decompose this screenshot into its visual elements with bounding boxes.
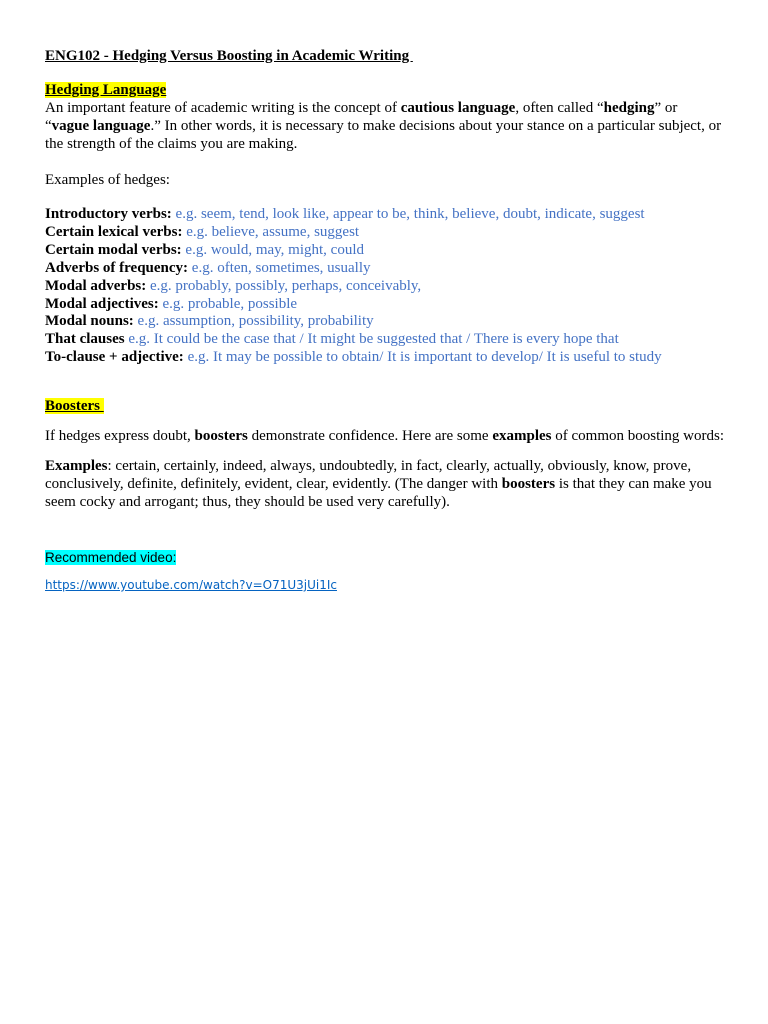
hedging-intro-paragraph xyxy=(45,99,725,153)
boosters-examples-text-2: is that they can make you seem cocky and arrogant; thus, they should be used very carefully). xyxy=(45,476,712,511)
hedge-item xyxy=(45,349,725,367)
intro-text-4: .” In other words, it is necessary to make decisions about your stance on a particular subject, or the strength of the claims you are making. xyxy=(45,118,722,152)
hedge-item xyxy=(45,242,725,260)
hedge-examples: e.g. would, may, might, could xyxy=(185,241,364,258)
intro-text-3: ” or “ xyxy=(45,100,678,134)
hedge-term: Introductory verbs: xyxy=(45,206,172,222)
hedging-heading xyxy=(45,81,725,99)
hedge-examples: e.g. It may be possible to obtain/ It is important to develop/ It is useful to study xyxy=(187,349,662,366)
boosters-examples-bold-label: Examples xyxy=(45,458,108,475)
hedge-term: Modal nouns: xyxy=(45,313,134,330)
hedge-examples: e.g. often, sometimes, usually xyxy=(191,259,371,276)
recommended-video-label xyxy=(45,549,725,567)
hedge-list xyxy=(45,206,725,367)
hedge-item xyxy=(45,296,725,314)
boosters-examples-paragraph xyxy=(45,457,725,511)
boosters-heading-text: Boosters xyxy=(45,398,104,415)
document-page xyxy=(45,45,725,594)
hedge-term: Modal adjectives: xyxy=(45,295,159,312)
intro-text-1: An important feature of academic writing is the concept of xyxy=(45,100,401,116)
recommended-video-text: Recommended video: xyxy=(45,550,177,566)
document-title: ENG102 - Hedging Versus Boosting in Academic Writing xyxy=(45,48,413,64)
intro-bold-hedging: hedging xyxy=(603,100,655,116)
hedge-examples: e.g. probably, possibly, perhaps, conceivably, xyxy=(150,277,422,294)
boosters-intro-bold-examples: examples xyxy=(492,428,552,445)
boosters-intro-text-3: of common boosting words: xyxy=(551,428,725,445)
video-link[interactable]: https://www.youtube.com/watch?v=O71U3jUi1Ic xyxy=(45,578,337,593)
intro-bold-vague-language: vague language xyxy=(51,118,151,134)
hedge-item xyxy=(45,260,725,278)
hedge-term: Modal adverbs: xyxy=(45,277,147,294)
intro-text-2: , often called “ xyxy=(515,100,604,116)
hedge-examples: e.g. probable, possible xyxy=(162,295,298,312)
hedge-item xyxy=(45,224,725,242)
intro-bold-cautious-language: cautious language xyxy=(400,100,516,116)
hedge-examples: e.g. assumption, possibility, probability xyxy=(137,313,374,330)
boosters-intro-paragraph xyxy=(45,427,725,445)
boosters-intro-text-1: If hedges express doubt, xyxy=(45,428,195,445)
hedge-item xyxy=(45,313,725,331)
boosters-intro-text-2: demonstrate confidence. Here are some xyxy=(247,428,493,445)
hedge-term: Certain lexical verbs: xyxy=(45,223,183,240)
examples-of-hedges-label: Examples of hedges: xyxy=(45,172,170,188)
boosters-heading xyxy=(45,397,725,415)
hedge-term: Adverbs of frequency: xyxy=(45,259,189,276)
hedge-term: Certain modal verbs: xyxy=(45,241,182,258)
hedge-examples: e.g. seem, tend, look like, appear to be, think, believe, doubt, indicate, suggest xyxy=(175,206,645,222)
boosters-examples-text-1: : certain, certainly, indeed, always, undoubtedly, in fact, clearly, actually, obviously, know, prove, conclusively, definite, definitely, evident, clear, evidently. (The danger with xyxy=(45,458,692,493)
hedge-item xyxy=(45,206,725,224)
hedge-examples: e.g. It could be the case that / It might be suggested that / There is every hope that xyxy=(128,331,619,348)
hedging-heading-text: Hedging Language xyxy=(45,82,167,98)
hedge-item xyxy=(45,331,725,349)
hedge-item xyxy=(45,278,725,296)
hedge-term: That clauses xyxy=(45,331,125,348)
hedge-term: To-clause + adjective: xyxy=(45,349,184,366)
boosters-examples-bold-boosters: boosters xyxy=(501,476,556,493)
hedge-examples: e.g. believe, assume, suggest xyxy=(186,223,360,240)
boosters-intro-bold-boosters: boosters xyxy=(194,428,248,445)
